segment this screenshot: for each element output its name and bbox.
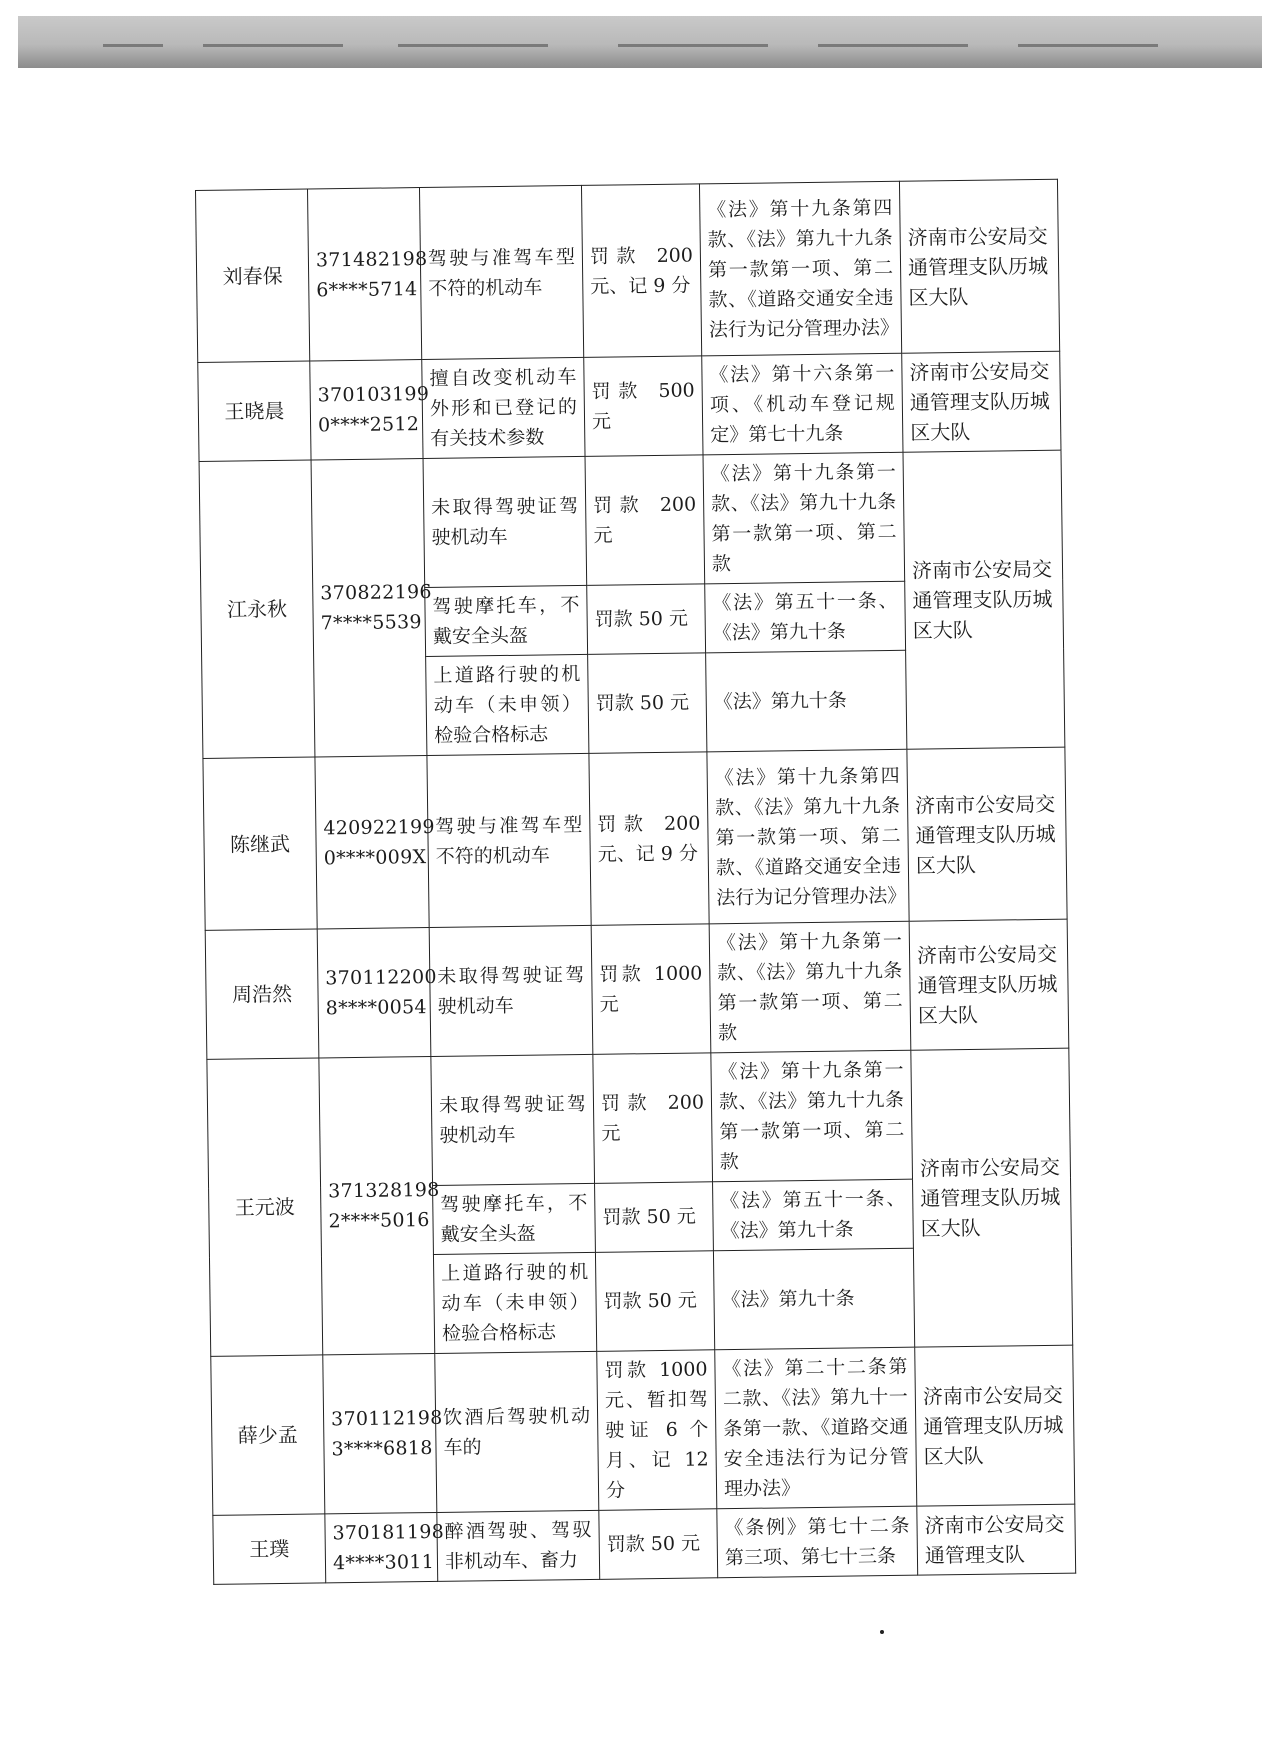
table-row [199,450,1063,590]
penalty: 罚款 50 元 [587,584,706,655]
legal-basis: 《法》第五十一条、《法》第九十条 [705,581,906,653]
violation-act: 驾驶与准驾车型不符的机动车 [427,753,591,927]
penalty: 罚款 50 元 [588,653,707,754]
table-row [196,179,1060,362]
penalty: 罚款 1000 元 [591,924,711,1055]
violation-act: 驾驶摩托车，不戴安全头盔 [433,1183,596,1254]
id-number: 370181198 4****3011 [325,1512,438,1582]
person-name: 周浩然 [205,929,319,1059]
id-number: 371482198 6****5714 [307,188,421,361]
id-number: 370112200 8****0054 [317,927,431,1057]
issuing-authority: 济南市公安局交通管理支队 [917,1504,1076,1575]
table-row [203,747,1067,930]
person-name: 江永秋 [199,460,315,758]
penalty: 罚款 200 元 [593,1053,713,1184]
id-number: 370112198 3****6818 [323,1353,437,1513]
violation-act: 未取得驾驶证驾驶机动车 [431,1054,595,1185]
violation-act: 未取得驾驶证驾驶机动车 [429,925,593,1056]
penalty: 罚款 1000 元、暂扣驾驶证 6 个月、记 12 分 [597,1350,717,1511]
person-name: 王璞 [213,1514,326,1584]
ink-speck [880,1630,884,1634]
violation-act: 驾驶与准驾车型不符的机动车 [419,185,583,359]
person-name: 王元波 [207,1058,323,1356]
issuing-authority: 济南市公安局交通管理支队历城区大队 [899,179,1059,353]
penalty: 罚款 200 元、记 9 分 [589,752,709,926]
violation-act: 上道路行驶的机动车（未申领）检验合格标志 [433,1252,596,1353]
violation-act: 驾驶摩托车，不戴安全头盔 [425,585,588,656]
legal-basis: 《法》第十九条第一款、《法》第九十九条第一款第一项、第二款 [709,921,911,1053]
table-row [198,351,1061,461]
legal-basis: 《法》第五十一条、《法》第九十条 [713,1179,914,1251]
table-row [205,919,1069,1059]
penalty: 罚款 500 元 [584,356,703,457]
person-name: 薛少孟 [211,1355,325,1515]
table-row [213,1504,1076,1584]
violation-act: 上道路行驶的机动车（未申领）检验合格标志 [426,654,589,755]
penalty: 罚款 200 元 [585,455,705,586]
id-number: 420922199 0****009X [315,756,429,929]
person-name: 刘春保 [196,189,310,362]
person-name: 陈继武 [203,757,317,930]
violation-act: 饮酒后驾驶机动车的 [435,1351,599,1512]
legal-basis: 《法》第十九条第四款、《法》第九十九条第一款第一项、第二款、《道路交通安全违法行为记分管理办法》 [699,181,901,356]
id-number: 370103199 0****2512 [310,360,423,460]
id-number: 371328198 2****5016 [319,1056,435,1354]
violation-act: 擅自改变机动车外形和已登记的有关技术参数 [422,357,585,458]
issuing-authority: 济南市公安局交通管理支队历城区大队 [907,747,1067,921]
penalty: 罚款 50 元 [599,1509,718,1580]
table-row [211,1345,1075,1515]
legal-basis: 《法》第十九条第一款、《法》第九十九条第一款第一项、第二款 [711,1050,913,1182]
violation-act: 醉酒驾驶、驾驭非机动车、畜力 [437,1510,600,1581]
legal-basis: 《法》第九十条 [713,1248,914,1350]
scanner-edge-strip [18,16,1262,68]
legal-basis: 《法》第九十条 [706,650,907,752]
penalty: 罚款 200 元、记 9 分 [581,184,701,358]
penalty: 罚款 50 元 [595,1182,714,1253]
legal-basis: 《法》第十九条第一款、《法》第九十九条第一款第一项、第二款 [703,452,905,584]
issuing-authority: 济南市公安局交通管理支队历城区大队 [902,351,1061,452]
issuing-authority: 济南市公安局交通管理支队历城区大队 [915,1345,1075,1506]
issuing-authority: 济南市公安局交通管理支队历城区大队 [909,919,1069,1050]
penalty: 罚款 50 元 [595,1251,714,1352]
issuing-authority: 济南市公安局交通管理支队历城区大队 [903,450,1065,749]
legal-basis: 《法》第十六条第一项、《机动车登记规定》第七十九条 [702,353,903,455]
legal-basis: 《条例》第七十二条第三项、第七十三条 [717,1506,918,1578]
violation-act: 未取得驾驶证驾驶机动车 [423,456,587,587]
table-row [207,1048,1071,1188]
issuing-authority: 济南市公安局交通管理支队历城区大队 [911,1048,1073,1347]
person-name: 王晓晨 [198,361,311,461]
penalty-table [195,179,1076,1585]
legal-basis: 《法》第十九条第四款、《法》第九十九条第一款第一项、第二款、《道路交通安全违法行为记分管理办法》 [707,749,909,924]
legal-basis: 《法》第二十二条第二款、《法》第九十一条第一款、《道路交通安全违法行为记分管理办法》 [715,1347,917,1509]
id-number: 370822196 7****5539 [311,459,427,757]
